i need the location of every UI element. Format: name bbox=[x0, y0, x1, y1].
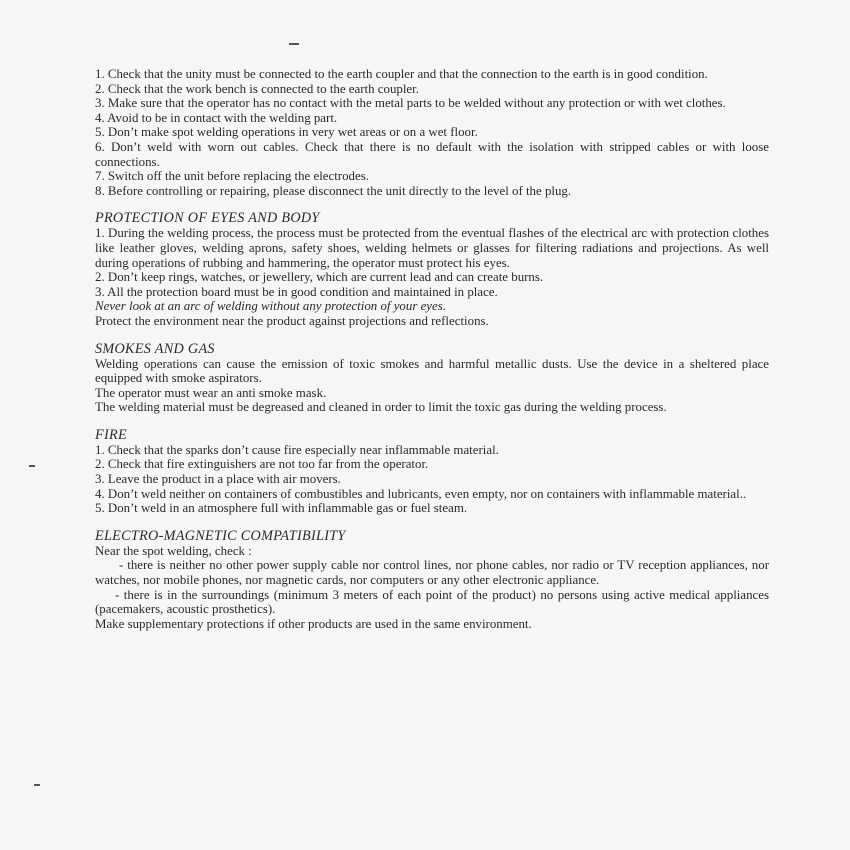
list-item: 5. Don’t make spot welding operations in very wet areas or on a wet floor. bbox=[95, 125, 478, 140]
paragraph: The welding material must be degreased and cleaned in order to limit the toxic gas during the welding process. bbox=[95, 400, 667, 415]
list-item: 8. Before controlling or repairing, please disconnect the unit directly to the level of the plug. bbox=[95, 183, 572, 198]
list-item: 4. Avoid to be in contact with the welding part. bbox=[95, 110, 338, 125]
section-eyes-body bbox=[95, 210, 769, 328]
document-body bbox=[95, 67, 769, 631]
list-item: 2. Check that fire extinguishers are not too far from the operator. bbox=[95, 457, 429, 472]
general-safety-list bbox=[95, 67, 769, 198]
list-item: 4. Don’t weld neither on containers of combustibles and lubricants, even empty, nor on containers with inflammable material.. bbox=[95, 486, 747, 501]
list-item: - there is neither no other power supply cable nor control lines, nor phone cables, nor radio or TV reception appliances, nor watches, nor mobile phones, nor magnetic cards, nor computers or any other electronic appliance. bbox=[95, 558, 769, 588]
list-item: 2. Don’t keep rings, watches, or jewellery, which are current lead and can create burns. bbox=[95, 270, 544, 285]
list-item: 3. Make sure that the operator has no contact with the metal parts to be welded without any protection or with wet clothes. bbox=[95, 96, 726, 111]
list-item: - there is in the surroundings (minimum 3 meters of each point of the product) no persons using active medical appliances (pacemakers, acoustic prosthetics). bbox=[95, 587, 769, 617]
paragraph: Make supplementary protections if other products are used in the same environment. bbox=[95, 616, 532, 631]
list-item: 6. Don’t weld with worn out cables. Check that there is no default with the isolation with stripped cables or with loose connections. bbox=[95, 139, 769, 169]
list-item: 1. During the welding process, the process must be protected from the eventual flashes of the electrical arc with protection clothes like leather gloves, welding aprons, safety shoes, welding helmets or glasses for filtering radiations and projections. As well during operations of rubbing and hammering, the operator must protect his eyes. bbox=[95, 226, 769, 270]
section-heading: FIRE bbox=[95, 426, 127, 443]
section-emc bbox=[95, 528, 769, 632]
section-fire bbox=[95, 427, 769, 516]
section-smokes-gas bbox=[95, 341, 769, 415]
section-heading: SMOKES AND GAS bbox=[95, 340, 215, 357]
scan-mark bbox=[29, 465, 35, 467]
list-item: 1. Check that the sparks don’t cause fire especially near inflammable material. bbox=[95, 442, 499, 457]
scan-mark bbox=[289, 43, 299, 45]
paragraph: The operator must wear an anti smoke mask. bbox=[95, 385, 327, 400]
list-item: 3. Leave the product in a place with air movers. bbox=[95, 472, 341, 487]
list-item: 1. Check that the unity must be connected to the earth coupler and that the connection to the earth is in good condition. bbox=[95, 67, 708, 81]
note-text: Protect the environment near the product against projections and reflections. bbox=[95, 313, 489, 328]
section-heading: ELECTRO-MAGNETIC COMPATIBILITY bbox=[95, 527, 346, 544]
list-item: 2. Check that the work bench is connected to the earth coupler. bbox=[95, 81, 419, 96]
list-item: 3. All the protection board must be in good condition and maintained in place. bbox=[95, 284, 498, 299]
list-item: 5. Don’t weld in an atmosphere full with inflammable gas or fuel steam. bbox=[95, 501, 468, 516]
warning-text: Never look at an arc of welding without any protection of your eyes. bbox=[95, 299, 446, 314]
paragraph: Welding operations can cause the emission of toxic smokes and harmful metallic dusts. Use the device in a sheltered place equipped with smoke aspirators. bbox=[95, 356, 769, 386]
section-heading: PROTECTION OF EYES AND BODY bbox=[95, 210, 320, 227]
list-item: 7. Switch off the unit before replacing the electrodes. bbox=[95, 169, 369, 184]
scan-mark bbox=[34, 784, 40, 786]
paragraph: Near the spot welding, check : bbox=[95, 543, 252, 558]
